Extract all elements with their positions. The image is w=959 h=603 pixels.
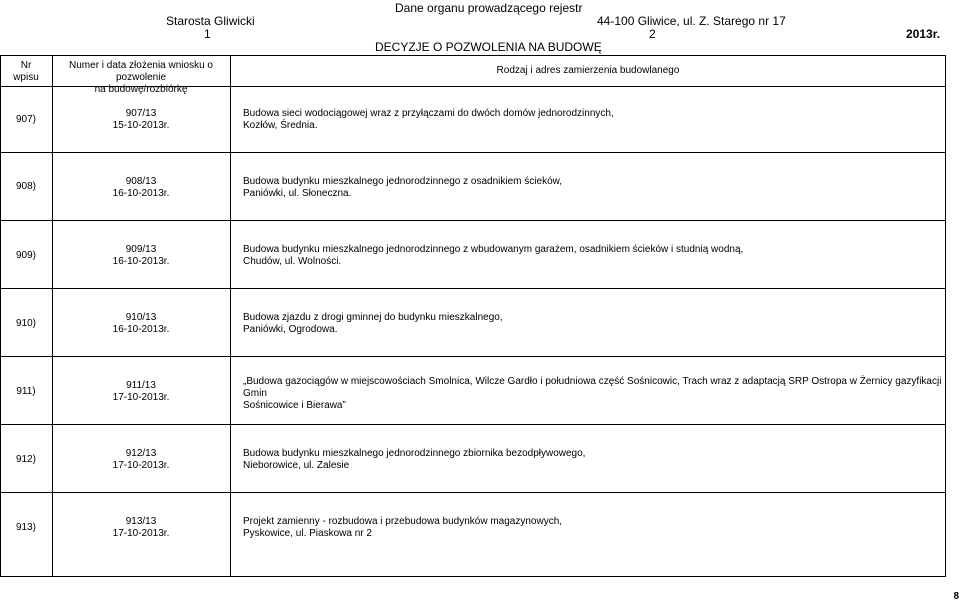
row-date: 17-10-2013r. [112, 392, 170, 403]
row-description [243, 244, 943, 268]
row-description-line1: Budowa budynku mieszkalnego jednorodzinnego z wbudowanym garażem, osadnikiem ścieków i studnią wodną, [243, 244, 744, 255]
row-application-number: 913/13 [125, 516, 157, 527]
row-description [243, 176, 943, 200]
row-date: 16-10-2013r. [112, 324, 170, 335]
row-description-line1: Projekt zamienny - rozbudowa i przebudowa budynków magazynowych, [243, 516, 563, 527]
organ-address: 44-100 Gliwice, ul. Z. Starego nr 17 [597, 14, 786, 28]
column-header-nr [0, 60, 52, 84]
row-description [243, 312, 943, 336]
column-header-number [53, 60, 229, 96]
organ-name: Starosta Gliwicki [166, 14, 255, 28]
row-description-line2: Sośnicowice i Bierawa” [243, 400, 346, 411]
row-description-line2: Nieborowice, ul. Zalesie [243, 460, 350, 471]
row-description-line2: Paniówki, Ogrodowa. [243, 324, 338, 335]
row-number [53, 312, 229, 336]
row-application-number: 909/13 [125, 244, 157, 255]
organ-title: Dane organu prowadzącego rejestr [395, 1, 583, 15]
row-application-number: 907/13 [125, 108, 157, 119]
row-description [243, 448, 943, 472]
table-bottom-border [0, 576, 946, 577]
row-separator [0, 356, 946, 357]
row-description-line2: Kozłów, Średnia. [243, 120, 318, 131]
row-date: 15-10-2013r. [112, 120, 170, 131]
row-date: 16-10-2013r. [112, 188, 170, 199]
column-header-number-line2: na budowę/rozbiórkę [94, 84, 188, 95]
row-description-line1: Budowa budynku mieszkalnego jednorodzinnego z osadnikiem ścieków, [243, 176, 563, 187]
row-separator [0, 220, 946, 221]
row-description [243, 376, 943, 412]
row-date: 17-10-2013r. [112, 460, 170, 471]
row-separator [0, 288, 946, 289]
row-nr: 908) [15, 181, 36, 192]
row-nr: 909) [15, 250, 36, 261]
column-header-nr-line1: Nr [20, 60, 32, 71]
row-nr: 911) [16, 386, 36, 397]
row-application-number: 912/13 [125, 448, 157, 459]
row-description-line1: Budowa zjazdu z drogi gminnej do budynku mieszkalnego, [243, 312, 503, 323]
row-application-number: 911/13 [126, 380, 156, 391]
column-header-number-line1: Numer i data złożenia wniosku o pozwolenie [69, 60, 213, 83]
column-marker-1: 1 [204, 27, 211, 41]
row-description [243, 108, 943, 132]
row-number [53, 176, 229, 200]
column-marker-2: 2 [649, 27, 656, 41]
row-description-line2: Pyskowice, ul. Piaskowa nr 2 [243, 528, 372, 539]
row-date: 16-10-2013r. [112, 256, 170, 267]
row-date: 17-10-2013r. [112, 528, 170, 539]
row-description [243, 516, 943, 540]
row-number [53, 108, 229, 132]
page-number: 8 [953, 591, 959, 602]
column-header-nr-line2: wpisu [13, 72, 39, 83]
register-year: 2013r. [906, 27, 941, 41]
row-number [53, 448, 229, 472]
row-nr: 913) [15, 522, 36, 533]
row-separator [0, 424, 946, 425]
row-number [53, 244, 229, 268]
row-nr: 912) [15, 454, 36, 465]
row-application-number: 910/13 [125, 312, 157, 323]
row-number [53, 516, 229, 540]
row-separator [0, 152, 946, 153]
column-separator-2 [230, 55, 231, 576]
row-application-number: 908/13 [125, 176, 157, 187]
row-description-line2: Chudów, ul. Wolności. [243, 256, 342, 267]
table-top-border [0, 55, 946, 56]
row-separator [0, 492, 946, 493]
row-nr: 910) [15, 318, 36, 329]
register-title: DECYZJE O POZWOLENIA NA BUDOWĘ [375, 40, 602, 54]
table-left-border [0, 55, 1, 576]
table-right-border [945, 55, 946, 576]
row-description-line1: „Budowa gazociągów w miejscowościach Smolnica, Wilcze Gardło i południowa część Sośnicowic, Trach wraz z adaptacją SRP Ostropa w Żernicy gazyfikacji Gmin [243, 376, 942, 399]
row-nr: 907) [15, 114, 36, 125]
row-description-line2: Paniówki, ul. Słoneczna. [243, 188, 352, 199]
row-description-line1: Budowa budynku mieszkalnego jednorodzinnego zbiornika bezodpływowego, [243, 448, 586, 459]
column-header-description: Rodzaj i adres zamierzenia budowlanego [496, 65, 680, 76]
row-number [53, 380, 229, 404]
row-description-line1: Budowa sieci wodociągowej wraz z przyłączami do dwóch domów jednorodzinnych, [243, 108, 614, 119]
